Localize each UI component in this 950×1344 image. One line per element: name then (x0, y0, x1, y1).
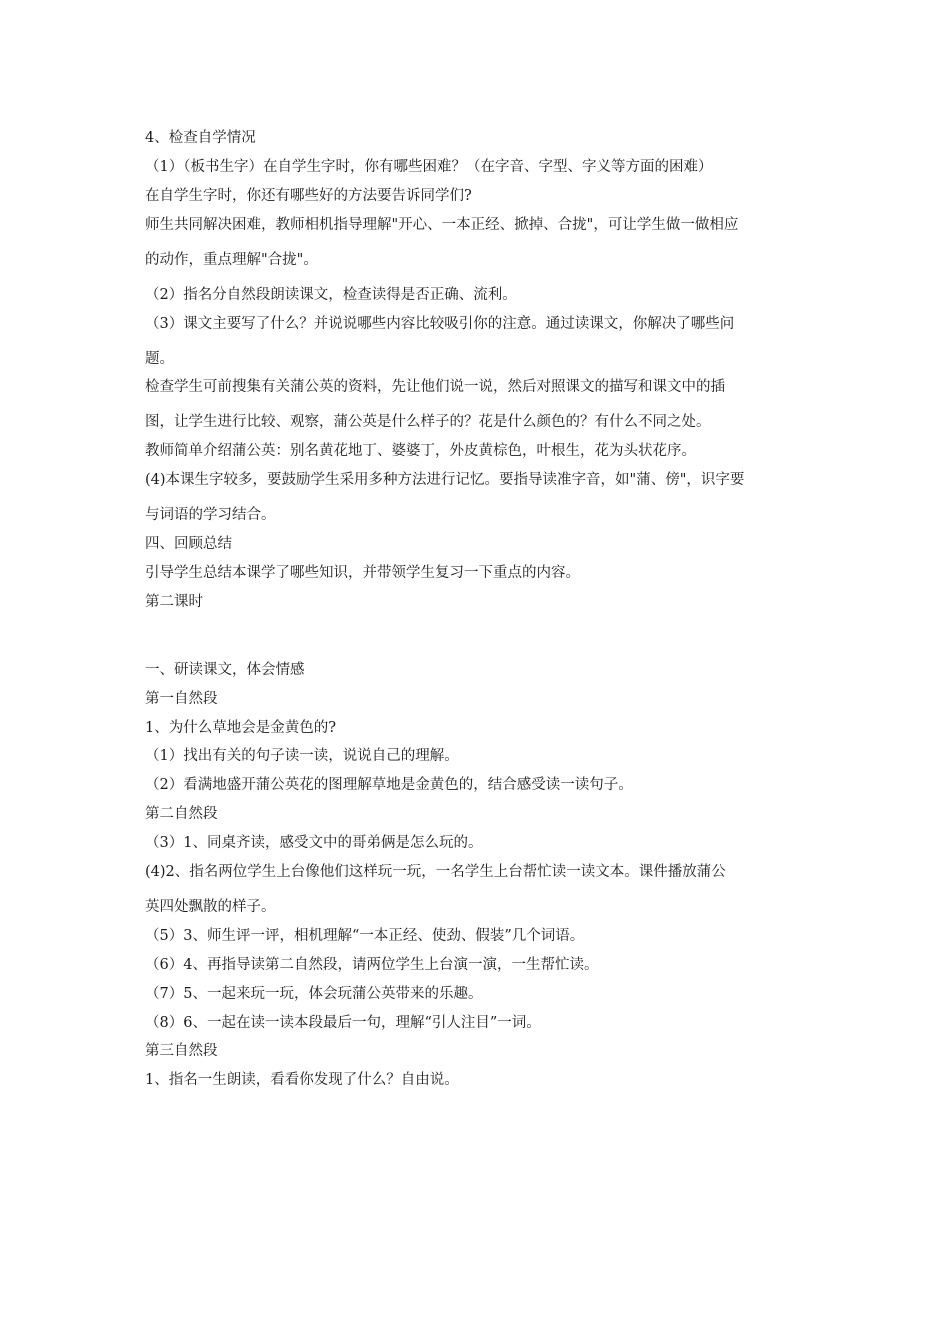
section-heading: 第二课时 (145, 593, 203, 610)
paragraph-line: 师生共同解决困难，教师相机指导理解"开心、一本正经、掀掉、合拢"，可让学生做一做相应 (145, 216, 739, 233)
blank-spacer (145, 617, 815, 656)
section-heading: 四、回顾总结 (145, 536, 232, 553)
paragraph-line: (4)本课生字较多，要鼓励学生采用多种方法进行记忆。要指导读准字音，如"蒲、傍"，识字要 (145, 472, 745, 489)
paragraph-line: 教师简单介绍蒲公英：别名黄花地丁、婆婆丁，外皮黄棕色，叶根生，花为头状花序。 (145, 443, 696, 460)
paragraph-line: 1、为什么草地会是金黄色的? (145, 719, 336, 736)
paragraph-line: 题。 (145, 350, 174, 367)
paragraph-line: 图，让学生进行比较、观察，蒲公英是什么样子的？花是什么颜色的？有什么不同之处。 (145, 414, 711, 431)
paragraph-line: 在自学生字时，你还有哪些好的方法要告诉同学们? (145, 187, 472, 204)
paragraph-line: （2）指名分自然段朗读课文，检查读得是否正确、流利。 (145, 286, 517, 303)
section-heading: 第三自然段 (145, 1043, 218, 1060)
paragraph-line: 检查学生可前搜集有关蒲公英的资料，先让他们说一说，然后对照课文的描写和课文中的插 (145, 379, 725, 396)
paragraph-line: (4)2、指名两位学生上台像他们这样玩一玩，一名学生上台帮忙读一读文本。课件播放蒲公 (145, 864, 726, 881)
section-heading: 第一自然段 (145, 690, 218, 707)
paragraph-line: （5）3、师生评一评，相机理解“一本正经、使劲、假装”几个词语。 (145, 927, 585, 944)
paragraph-line: （3）1、同桌齐读，感受文中的哥弟俩是怎么玩的。 (145, 835, 483, 852)
paragraph-line: （2）看满地盛开蒲公英花的图理解草地是金黄色的，结合感受读一读句子。 (145, 777, 633, 794)
section-heading: 4、检查自学情况 (145, 130, 256, 146)
paragraph-line: 引导学生总结本课学了哪些知识，并带领学生复习一下重点的内容。 (145, 565, 580, 582)
paragraph-line: 1、指名一生朗读，看看你发现了什么？自由说。 (145, 1072, 459, 1089)
section-heading: 一、研读课文，体会情感 (145, 661, 305, 678)
section-heading: 第二自然段 (145, 806, 218, 823)
paragraph-line: 与词语的学习结合。 (145, 507, 276, 524)
paragraph-line: （1）（板书生字）在自学生字时，你有哪些困难？（在字音、字型、字义等方面的困难） (145, 158, 713, 175)
paragraph-line: （8）6、一起在读一读本段最后一句，理解“引人注目”一词。 (145, 1014, 541, 1031)
document-body (145, 124, 815, 1095)
paragraph-line: （3）课文主要写了什么？并说说哪些内容比较吸引你的注意。通过读课文，你解决了哪些问 (145, 315, 735, 332)
paragraph-line: （1）找出有关的句子读一读，说说自己的理解。 (145, 748, 459, 765)
paragraph-line: （6）4、再指导读第二自然段，请两位学生上台演一演，一生帮忙读。 (145, 956, 599, 973)
paragraph-line: 的动作，重点理解"合拢"。 (145, 251, 318, 268)
paragraph-line: （7）5、一起来玩一玩，体会玩蒲公英带来的乐趣。 (145, 985, 483, 1002)
paragraph-line: 英四处飘散的样子。 (145, 899, 276, 916)
